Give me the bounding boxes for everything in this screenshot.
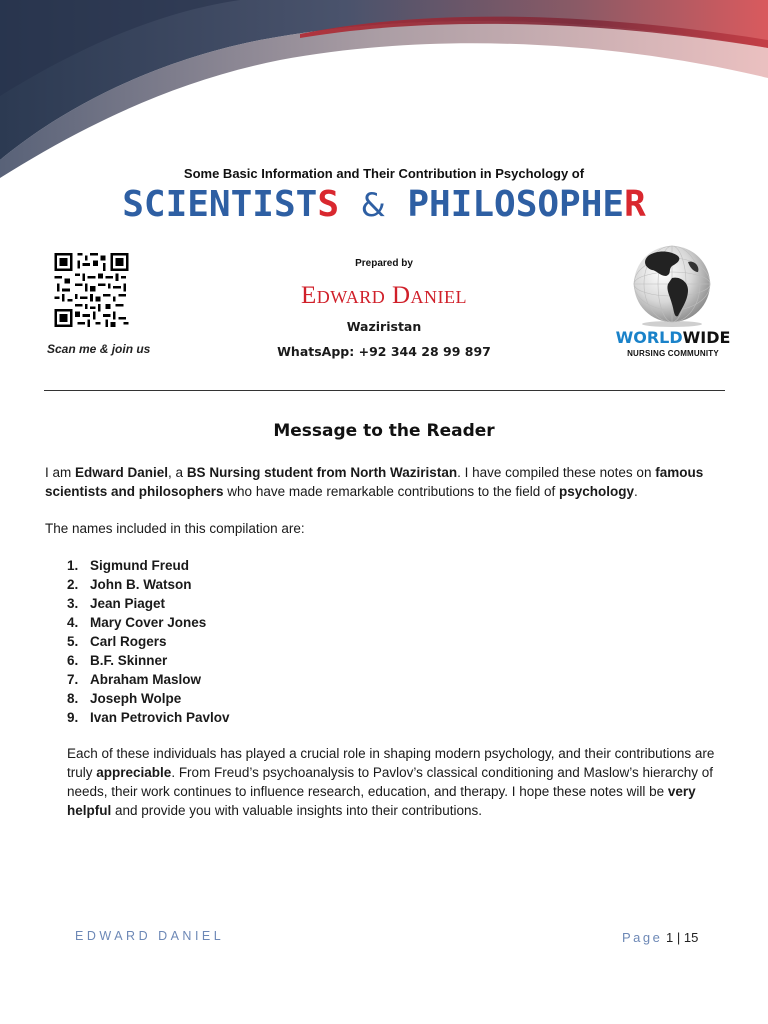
worldwide-logo (612, 328, 734, 358)
author-whatsapp: WhatsApp: +92 344 28 99 897 (277, 344, 491, 359)
prepared-by-label: Prepared by (355, 258, 413, 269)
document-title (0, 184, 768, 225)
document-subtitle: Some Basic Information and Their Contribution in Psychology of (183, 166, 585, 181)
list-item-name: Jean Piaget (90, 596, 166, 611)
closing-bold-appreciable: appreciable (96, 765, 172, 780)
page-separator: | (676, 930, 681, 945)
logo-word-wide: WIDE (682, 328, 731, 347)
list-item (67, 575, 230, 594)
footer-author: EDWARD DANIEL (75, 929, 225, 943)
list-item (67, 556, 230, 575)
list-item-name: Ivan Petrovich Pavlov (90, 710, 230, 725)
list-item-name: Mary Cover Jones (90, 615, 207, 630)
page-label: Page (622, 930, 663, 945)
intro-bold-name: Edward Daniel (75, 465, 169, 480)
list-item-number: 6. (67, 653, 79, 668)
names-list (67, 556, 230, 727)
list-item-name: Sigmund Freud (90, 558, 189, 573)
list-item-name: John B. Watson (90, 577, 192, 592)
list-item-name: Abraham Maslow (90, 672, 202, 687)
section-divider (44, 390, 725, 391)
title-letter-s: S (317, 184, 339, 225)
title-ampersand: & (360, 186, 386, 224)
logo-word-world: WORLD (615, 328, 683, 347)
closing-text-2: . From Freud’s psychoanalysis to Pavlov’s classical conditioning and Maslow’s hierarchy of needs, their work continues to influence research, education, and therapy. I hope these notes will be (67, 765, 714, 799)
intro-bold-scientists: famous scientists and philosophers (45, 465, 704, 499)
page-total: 15 (683, 930, 699, 945)
footer-page-number (622, 930, 698, 945)
closing-bold-helpful: very helpful (67, 784, 696, 818)
logo-subtitle: NURSING COMMUNITY (627, 349, 719, 358)
list-item (67, 613, 230, 632)
list-item-name: Carl Rogers (90, 634, 167, 649)
list-item (67, 689, 230, 708)
globe-icon (626, 244, 718, 328)
list-item-number: 3. (67, 596, 79, 611)
intro-bold-student: BS Nursing student from North Waziristan (186, 465, 458, 480)
title-word-scientists: SCIENTIST (122, 184, 318, 225)
intro-paragraph (45, 463, 725, 501)
title-word-philosopher: PHILOSOPHE (407, 184, 625, 225)
intro-text-5: . (634, 484, 638, 499)
intro-text-1: I am (45, 465, 76, 480)
list-item-number: 2. (67, 577, 79, 592)
author-location: Waziristan (346, 319, 422, 334)
list-item-number: 8. (67, 691, 79, 706)
intro-text-4: who have made remarkable contributions to the field of (223, 484, 559, 499)
list-item-name: Joseph Wolpe (90, 691, 182, 706)
list-item-number: 1. (67, 558, 79, 573)
list-item (67, 632, 230, 651)
list-item (67, 670, 230, 689)
intro-text-3: . I have compiled these notes on (457, 465, 656, 480)
qr-code-icon[interactable] (53, 253, 130, 327)
list-item-number: 7. (67, 672, 79, 687)
closing-text-3: and provide you with valuable insights into their contributions. (111, 803, 482, 818)
page-current: 1 (666, 930, 674, 945)
names-intro: The names included in this compilation are: (45, 521, 305, 536)
qr-caption: Scan me & join us (47, 342, 151, 356)
list-item-name: B.F. Skinner (90, 653, 168, 668)
list-item (67, 594, 230, 613)
intro-text-2: , a (168, 465, 187, 480)
list-item-number: 4. (67, 615, 79, 630)
closing-paragraph (67, 744, 727, 820)
message-heading: Message to the Reader (273, 421, 495, 441)
title-letter-r: R (624, 184, 646, 225)
list-item-number: 9. (67, 710, 79, 725)
list-item-number: 5. (67, 634, 79, 649)
author-block (234, 258, 534, 359)
intro-bold-psychology: psychology (558, 484, 634, 499)
header-banner (0, 0, 768, 190)
list-item (67, 651, 230, 670)
closing-text-1: Each of these individuals has played a crucial role in shaping modern psychology, and their contributions are truly (67, 746, 715, 780)
list-item (67, 708, 230, 727)
author-name: Edward Daniel (300, 282, 468, 309)
